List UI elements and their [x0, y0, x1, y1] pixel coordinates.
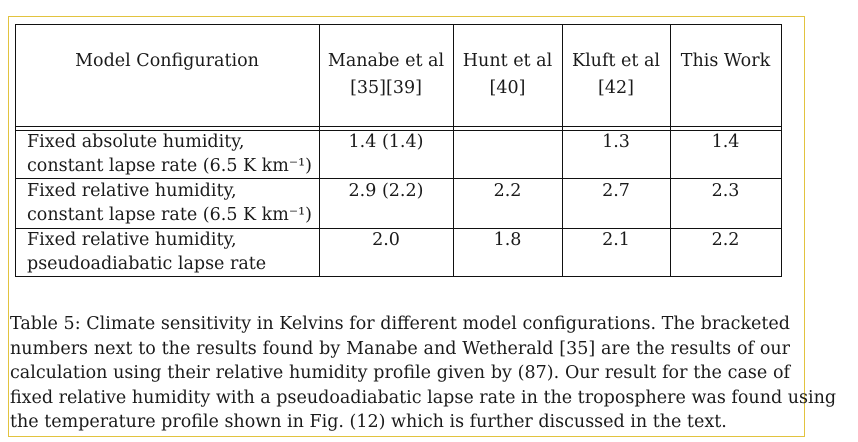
table-caption — [10, 312, 837, 435]
col-rule-5 — [781, 24, 782, 277]
caption-line-3: calculation using their relative humidity profile given by (87). Our result for the case of — [10, 363, 790, 383]
table-bottom-rule — [15, 276, 782, 277]
header-model-configuration: Model Configuration — [75, 51, 259, 71]
row1-kluft-value: 1.3 — [602, 132, 630, 152]
header-kluft: Kluft et al — [572, 51, 660, 71]
row2-kluft-value: 2.7 — [602, 181, 630, 201]
row2-this-work-value: 2.3 — [711, 181, 740, 201]
caption-line-1: Table 5: Climate sensitivity in Kelvins for different model configurations. The bracketed — [10, 314, 790, 334]
header-manabe: Manabe et al — [327, 51, 445, 71]
results-table — [15, 24, 782, 277]
row2-config-line2: constant lapse rate (6.5 K km⁻¹) — [27, 205, 312, 225]
header-kluft-ref: [42] — [598, 78, 634, 98]
caption-line-4: fixed relative humidity with a pseudoadiabatic lapse rate in the troposphere was found using — [10, 387, 837, 408]
row3-config-line2: pseudoadiabatic lapse rate — [27, 254, 267, 274]
row1-manabe-value: 1.4 (1.4) — [348, 132, 424, 152]
row1-config-line2: constant lapse rate (6.5 K km⁻¹) — [27, 156, 312, 176]
row3-config-line1: Fixed relative humidity, — [27, 230, 237, 250]
header-this-work: This Work — [680, 51, 771, 71]
row1-this-work-value: 1.4 — [711, 132, 740, 152]
row3-this-work-value: 2.2 — [711, 230, 740, 250]
header-manabe-ref: [35][39] — [350, 78, 422, 98]
row3-manabe-value: 2.0 — [372, 230, 400, 250]
row2-config-line1: Fixed relative humidity, — [27, 181, 237, 201]
row1-config-line1: Fixed absolute humidity, — [27, 132, 245, 152]
header-rule-1 — [15, 126, 782, 127]
header-hunt-ref: [40] — [489, 78, 526, 98]
row2-hunt-value: 2.2 — [493, 181, 522, 201]
row2-manabe-value: 2.9 (2.2) — [348, 181, 424, 201]
table-top-rule — [15, 24, 782, 25]
row3-hunt-value: 1.8 — [493, 230, 522, 250]
caption-line-5: the temperature profile shown in Fig. (12) which is further discussed in the text. — [10, 412, 727, 432]
row3-kluft-value: 2.1 — [602, 230, 630, 250]
caption-line-2: numbers next to the results found by Manabe and Wetherald [35] are the results of our — [10, 338, 790, 359]
header-hunt: Hunt et al — [462, 51, 553, 71]
